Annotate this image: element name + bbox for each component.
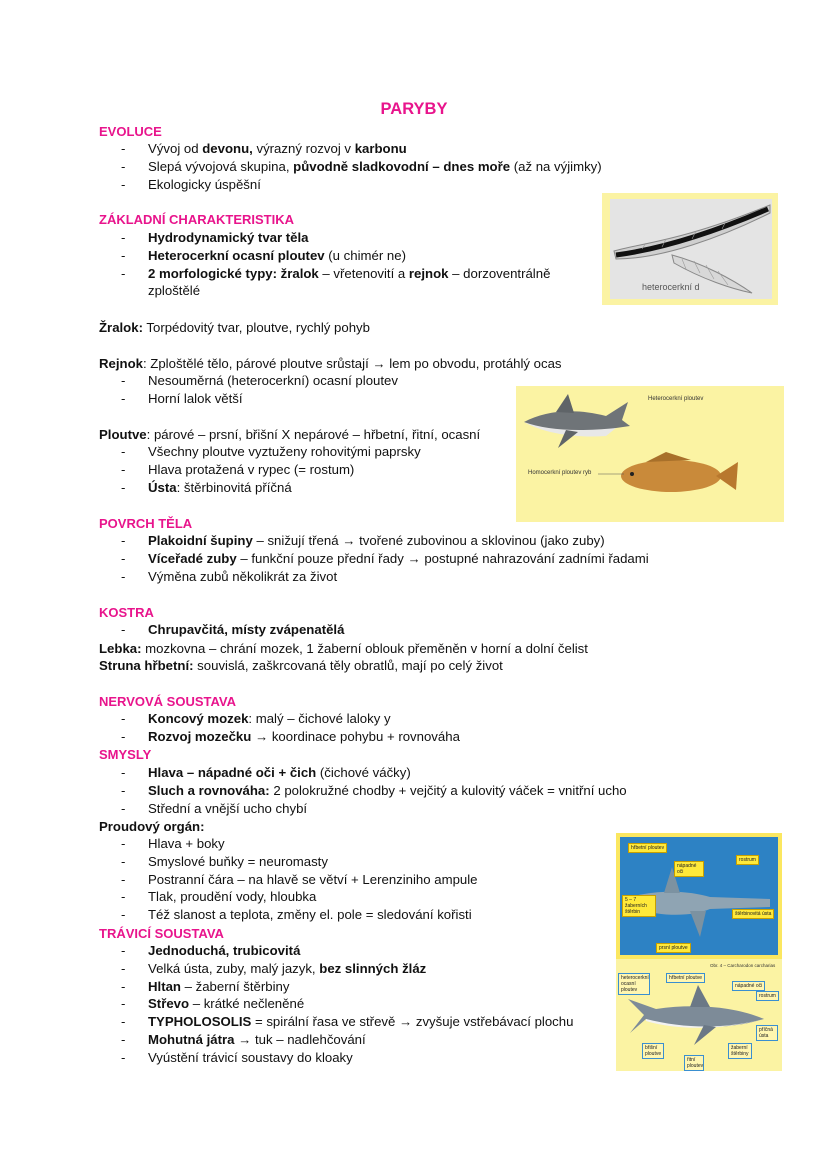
list-ploutve: [121, 443, 421, 496]
shark-label-3: nápadné oči: [732, 981, 765, 991]
heterocercal-fin-label: Heterocerkní ploutev: [648, 396, 704, 402]
list-item: - Velká ústa, zuby, malý jazyk, bez slinných žláz: [121, 960, 427, 976]
list-travici: [121, 942, 573, 1067]
list-povrch: [121, 532, 649, 585]
list-item: - Střevo – krátké nečleněné: [121, 996, 305, 1012]
shark-figure-caption: Obr. 4 – Carcharodon carcharias: [710, 963, 776, 968]
heading-povrch: POVRCH TĚLA: [99, 516, 193, 531]
list-item: - Rozvoj mozečku → koordinace pohybu + rovnováha: [121, 728, 460, 744]
list-item: - Sluch a rovnováha: 2 polokružné chodby + vejčitý a kulovitý váček = vnitřní ucho: [121, 782, 627, 798]
line-struna: Struna hřbetní: souvislá, zaškrcovaná těly obratlů, mají po celý život: [99, 658, 503, 673]
list-nervova: [121, 710, 460, 746]
list-item: - Všechny ploutve vyztuženy rohovitými paprsky: [121, 444, 421, 459]
heading-evoluce: EVOLUCE: [99, 124, 162, 139]
shark-label-5: břišní ploutve: [642, 1043, 664, 1059]
list-item: - Hydrodynamický tvar těla: [121, 230, 309, 245]
list-item: - 2 morfologické typy: žralok – vřetenovití a rejnok – dorzoventrálně zploštělé: [121, 265, 551, 299]
list-item: - Hltan – žaberní štěrbiny: [121, 978, 290, 994]
shark-label-8: příčná ústa: [756, 1025, 778, 1041]
list-item: - Slepá vývojová skupina, původně sladkovodní – dnes moře (až na výjimky): [121, 158, 602, 174]
list-rejnok: [121, 372, 398, 408]
list-item: - Ústa: štěrbinovitá příčná: [121, 479, 292, 495]
hammer-label-1: hřbetní ploutev: [628, 843, 667, 853]
heading-proudovy: Proudový orgán:: [99, 819, 205, 834]
list-item: - Jednoduchá, trubicovitá: [121, 943, 301, 958]
shark-label-4: rostrum: [756, 991, 779, 1001]
list-item: - Hlava – nápadné oči + čich (čichové váčky): [121, 765, 411, 780]
list-item: - Smyslové buňky = neuromasty: [121, 853, 328, 869]
list-item: - Plakoidní šupiny – snižují třená → tvořené zubovinou a sklovinou (jako zuby): [121, 533, 605, 548]
line-ploutve: Ploutve: párové – prsní, břišní X nepárové – hřbetní, řitní, ocasní: [99, 427, 481, 442]
heading-kostra: KOSTRA: [99, 605, 154, 620]
list-item: - Chrupavčitá, místy zvápenatělá: [121, 622, 345, 637]
shark-label-6: řitní ploutev: [684, 1055, 704, 1071]
hammer-label-3: rostrum: [736, 855, 759, 865]
hammer-label-6: prsní ploutve: [656, 943, 691, 953]
hammer-label-2: nápadné oči: [674, 861, 704, 877]
line-zralok: Žralok: Torpédovitý tvar, ploutve, rychlý pohyb: [99, 320, 370, 335]
list-item: - Postranní čára – na hlavě se větví + Lerenziniho ampule: [121, 871, 478, 887]
list-item: - Koncový mozek: malý – čichové laloky y: [121, 711, 391, 726]
list-kostra: [121, 621, 344, 639]
list-item: - Střední a vnější ucho chybí: [121, 800, 308, 816]
hammerhead-figure: [616, 833, 782, 959]
line-rejnok: Rejnok: Zploštělé tělo, párové ploutve srůstají → lem po obvodu, protáhlý ocas: [99, 356, 562, 371]
list-item: - Hlava + boky: [121, 836, 225, 851]
list-item: - Heterocerkní ocasní ploutev (u chimér ne): [121, 247, 406, 263]
list-item: - Mohutná játra → tuk – nadlehčování: [121, 1031, 366, 1047]
list-item: - TYPHOLOSOLIS = spirální řasa ve střevě → zvyšuje vstřebávací plochu: [121, 1014, 574, 1030]
heading-nervova: NERVOVÁ SOUSTAVA: [99, 694, 237, 709]
hammer-label-4: 5 – 7 žaberních štěrbin: [622, 895, 656, 917]
shark-label-7: žaberní štěrbiny: [728, 1043, 752, 1059]
list-proudovy: [121, 835, 478, 924]
list-item: - Vývoj od devonu, výrazný rozvoj v karbonu: [121, 141, 407, 156]
fins-illustration: [516, 386, 784, 522]
list-item: - Nesouměrná (heterocerkní) ocasní ploutev: [121, 373, 398, 388]
line-lebka: Lebka: mozkovna – chrání mozek, 1 žaberní oblouk přeměněn v horní a dolní čelist: [99, 641, 588, 656]
hammer-label-5: štěrbinovitá ústa: [732, 909, 774, 919]
heading-charakteristika: ZÁKLADNÍ CHARAKTERISTIKA: [99, 212, 294, 227]
list-item: - Též slanost a teplota, změny el. pole = sledování kořisti: [121, 907, 472, 923]
fins-figure: [516, 386, 784, 522]
list-item: - Výměna zubů několikrát za život: [121, 568, 338, 584]
list-evoluce: [121, 140, 602, 193]
tail-figure-label: heterocerkní d: [642, 282, 700, 292]
shark-label-1: heterocerkní ocasní ploutev: [618, 973, 650, 995]
list-item: - Víceřadé zuby – funkční pouze přední řady → postupné nahrazování zadními řadami: [121, 550, 649, 566]
list-item: - Hlava protažená v rypec (= rostum): [121, 461, 355, 477]
heading-travici: TRÁVICÍ SOUSTAVA: [99, 926, 224, 941]
list-item: - Ekologicky úspěšní: [121, 176, 261, 192]
list-smysly: [121, 764, 627, 817]
list-item: - Tlak, proudění vody, hloubka: [121, 889, 317, 905]
heading-smysly: SMYSLY: [99, 747, 152, 762]
shark-label-2: hřbetní ploutve: [666, 973, 705, 983]
page-title: PARYBY: [380, 100, 448, 118]
list-charakteristika: [121, 229, 571, 300]
shark-figure: [616, 959, 782, 1071]
homocercal-fin-label: Homocerkní ploutev ryb: [528, 470, 592, 476]
list-item: - Vyústění trávicí soustavy do kloaky: [121, 1049, 353, 1065]
tail-figure: [602, 193, 778, 305]
list-item: - Horní lalok větší: [121, 390, 243, 406]
